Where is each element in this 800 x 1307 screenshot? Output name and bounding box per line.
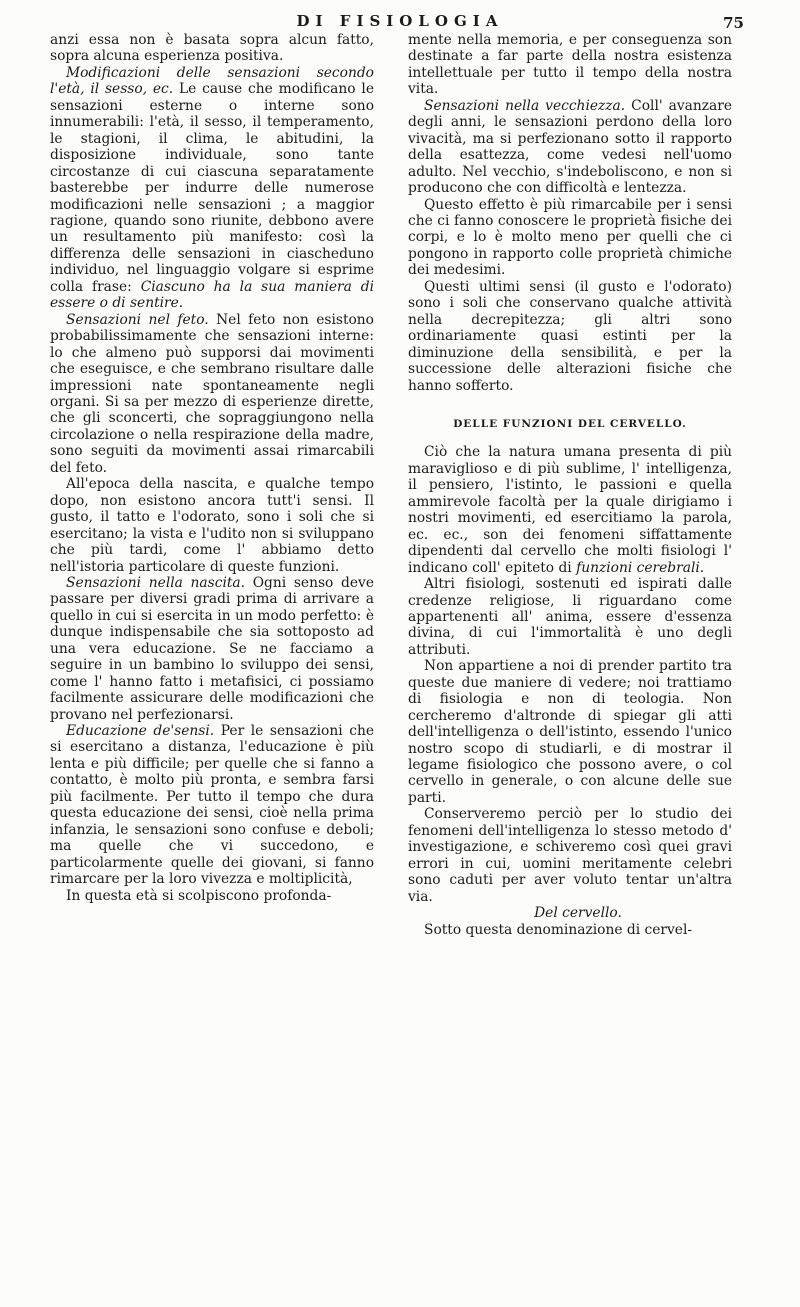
paragraph-title: Educazione de'sensi.: [66, 723, 215, 740]
paragraph: [50, 723, 374, 888]
paragraph-text: Ogni senso deve passare per diversi gradi prima di arrivare a quello in cui si esercita in un modo perfetto: è dunque indispensabile che sia sottoposto ad una vera educazione. Se ne facciamo a seguire in un bambino lo sviluppo dei sensi, come l' hanno fatto i metafisici, ci possiamo facilmente assicurare delle modificazioni che provano nel perfezionarsi.: [50, 574, 374, 723]
paragraph-title: Sensazioni nel feto.: [66, 311, 209, 328]
paragraph: anzi essa non è basata sopra alcun fatto, sopra alcuna esperienza positiva.: [50, 32, 374, 65]
subheading: Del cervello.: [534, 905, 622, 922]
paragraph: Conserveremo perciò per lo studio dei fenomeni dell'intelligenza lo stesso metodo d' investigazione, e schiveremo così quei gravi errori in cui, uomini meritamente celebri sono caduti per aver voluto tentar un'altra via.: [408, 806, 732, 905]
paragraph-title: Modificazioni delle sensazioni secondo l'età, il sesso, ec.: [50, 64, 374, 98]
paragraph: Non appartiene a noi di prender partito tra queste due maniere di vedere; noi trattiamo di fisiologia e non di teologia. Non cercheremo d'altronde di spiegar gli atti dell'intelligenza o dell'istinto, essendo l'unico nostro scopo di studiarli, e di mostrar il legame fisiologico che possono avere, o col cervello in generale, o con alcune delle sue parti.: [408, 658, 732, 806]
running-title: DI FISIOLOGIA: [296, 12, 504, 30]
paragraph-text: Per le sensazioni che si esercitano a distanza, l'educazione è più lenta e più difficile; per quelle che si fanno a contatto, è molto più pronta, e sembra farsi più facilmente. Per tutto il tempo che dura questa educazione dei sensi, cioè nella prima infanzia, le sensazioni sono confuse e deboli; ma quelle che vi succedono, e particolarmente quelle dei giovani, si fanno rimarcare per la loro vivezza e moltiplicità,: [50, 723, 375, 888]
paragraph-title: Sensazioni nella vecchiezza.: [424, 97, 626, 114]
page-number: 75: [723, 14, 744, 32]
paragraph: Questo effetto è più rimarcabile per i sensi che ci fanno conoscere le proprietà fisiche dei corpi, e lo è molto meno per quelli che ci pongono in rapporto colle proprietà chimiche dei medesimi.: [408, 196, 732, 279]
term: funzioni cerebrali.: [576, 559, 705, 576]
page-header: [0, 8, 800, 34]
paragraph-text: Le cause che modificano le sensazioni esterne o interne sono innumerabili: l'età, il sesso, il temperamento, le stagioni, il clima, le abitudini, la disposizione individuale, sono tante circostanze di cui ciascuna separatamente basterebbe per indurre delle numerose modificazioni nelle sensazioni ; a maggior ragione, quando sono riunite, debbono avere un resultamento più manifesto: così la differenza delle sensazioni in ciascheduno individuo, nel linguaggio volgare si esprime colla frase:: [50, 81, 374, 295]
section-heading: DELLE FUNZIONI DEL CERVELLO.: [453, 417, 687, 430]
paragraph: [408, 444, 732, 576]
paragraph: [408, 98, 732, 197]
paragraph: [50, 65, 374, 312]
right-column: [408, 32, 732, 938]
paragraph: Questi ultimi sensi (il gusto e l'odorato) sono i soli che conservano qualche attività nella decrepitezza; gli altri sono ordinariamente quasi estinti per la diminuzione della sensibilità, e per la successione delle alterazioni fisiche che hanno sofferto.: [408, 278, 732, 394]
paragraph: [50, 312, 374, 477]
paragraph-text: Nel feto non esistono probabilissimamente che sensazioni interne: lo che almeno può supporsi dai movimenti che eseguisce, e che sembrano risultare dalle impressioni nate spontaneamente negli organi. Si sa per mezzo di esperienze dirette, che gli sconcerti, che sopraggiungono nella circolazione o nella respirazione della madre, sono seguiti da movimenti assai rimarcabili del feto.: [50, 311, 374, 476]
paragraph: Sotto questa denominazione di cervel-: [424, 921, 693, 938]
paragraph: [50, 575, 374, 723]
paragraph-title: Sensazioni nella nascita.: [66, 574, 246, 591]
paragraph: mente nella memoria, e per conseguenza son destinate a far parte della nostra esistenza intellettuale per tutto il tempo della nostra vita.: [408, 32, 732, 98]
paragraph: All'epoca della nascita, e qualche tempo dopo, non esistono ancora tutt'i sensi. Il gusto, il tatto e l'odorato, sono i soli che si esercitano; la vista e l'udito non si sviluppano che più tardi, come l' abbiamo detto nell'istoria particolare di queste funzioni.: [50, 476, 374, 575]
paragraph-text: Ciò che la natura umana presenta di più maraviglioso e di più sublime, l' intelligenza, il pensiero, l'istinto, le passioni e quella ammirevole facoltà per la quale dirigiamo i nostri movimenti, ed esercitiamo la parola, ec. ec., son dei fenomeni siffattamente dipendenti dal cervello che molti fisiologi l' indicano coll' epiteto di: [408, 444, 732, 576]
paragraph: In questa età si scolpiscono profonda-: [66, 887, 332, 904]
paragraph: Altri fisiologi, sostenuti ed ispirati dalle credenze religiose, li riguardano come appartenenti all' anima, essere d'essenza divina, di cui l'immortalità è uno degli attributi.: [408, 576, 732, 658]
left-column: [50, 32, 374, 904]
quote: Ciascuno ha la sua maniera di essere o di sentire.: [50, 278, 374, 312]
paragraph-text: Coll' avanzare degli anni, le sensazioni perdono della loro vivacità, ma si perfezionano sotto il rapporto della esattezza, come vedesi nell'uomo adulto. Nel vecchio, s'indeboliscono, e non si producono che con difficoltà e lentezza.: [408, 97, 733, 197]
